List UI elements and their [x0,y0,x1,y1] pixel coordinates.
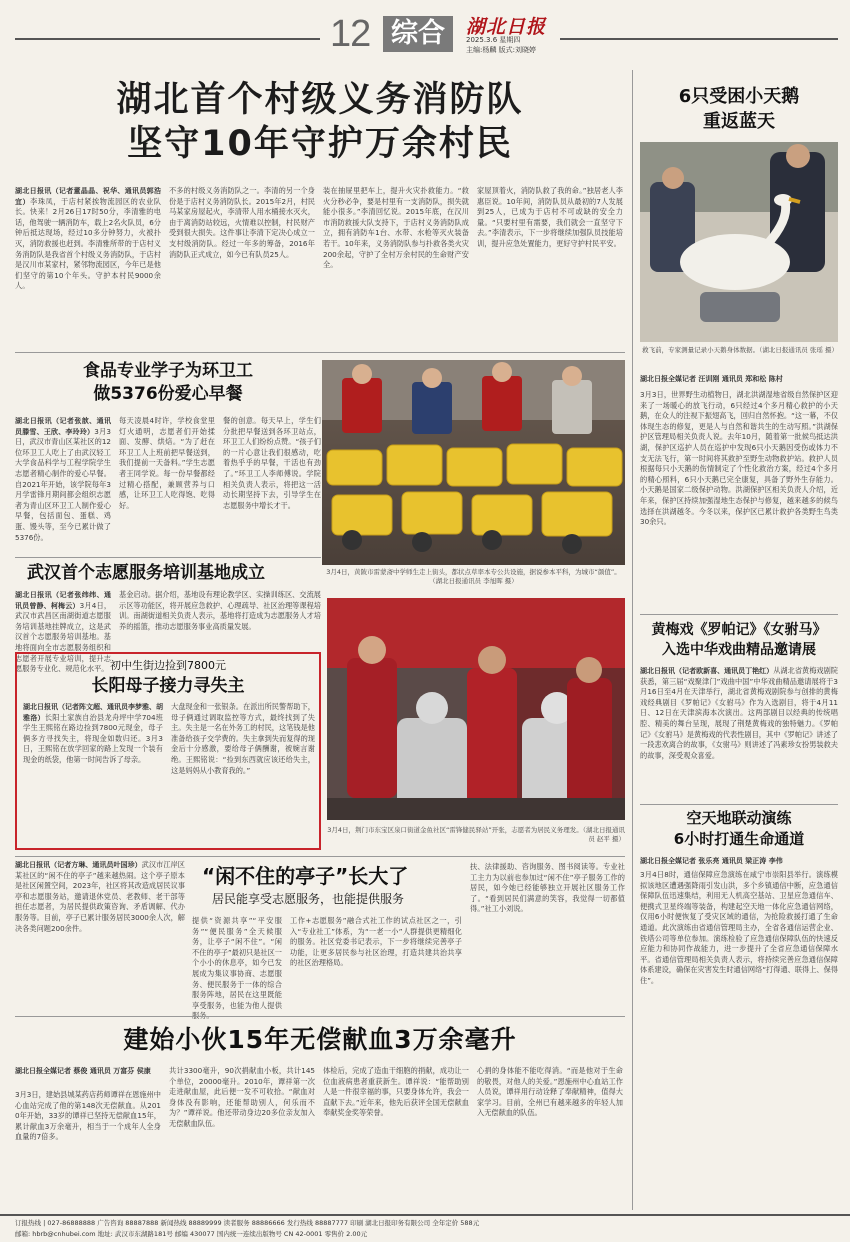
pavilion-column-2 [290,916,462,1010]
section-label: 综合 [391,18,445,49]
divider-bottom [15,856,625,857]
swan-headline-line-1: 6只受困小天鹅 [678,86,800,107]
changyang-body-2: 大盘现金和一张银条。在派出所民警帮助下，母子俩通过调取监控等方式，最终找到了失主。失主是一名在外务工的村民，这笔钱是他准备给孩子交学费的。失主拿到失而复得的现金后十分感激，要给母子俩酬谢，被婉言谢绝。王熙铭说：“捡到东西就应该还给失主，这是妈妈从小教育我的。” [171,702,315,775]
pavilion-body-2: 工作+志愿服务”融合式社工作的试点社区之一，引入“专业社工”体系，为“一老一小”人群提供更精细化的服务。社区党委书记表示，下一步将继续完善亭子功能，让更多居民参与社区治理，打造共建共治共享的社区治理格局。 [290,916,462,968]
divider-lead [15,352,625,353]
divider-donor [15,1016,625,1017]
masthead-editors: 主编:杨麟 版式:刘晓婷 [466,46,536,54]
opera-story [640,620,838,800]
swan-photo [640,142,838,342]
swan-photo-image [640,142,838,342]
divider-wuhan [15,557,321,558]
food-body-2: 每天凌晨4时许，学校食堂里灯火通明，志愿者们开始揉面、发酵、烘焙。“为了赶在环卫工人上班前把早餐送到，我们提前一天备料。”学生志愿者王同学说。每一份早餐都经过精心搭配，兼顾营养与口感，让环卫工人吃得饱、吃得好。 [119,416,215,510]
lead-column-4 [477,186,623,364]
donor-column-1 [15,1090,161,1208]
drill-headline-line-1: 空天地联动演练 [686,809,792,827]
drill-body-text: 3月4日8时，通信保障应急演练在咸宁市崇阳县举行。演练模拟该地区遭遇强降雨引发山洪，多个乡镇通信中断，应急通信保障队伍迅速集结，利用无人机高空基站、卫星应急通信车、便携式卫星终端等装备，构建起空天地一体化应急通信网络，仅用6小时便恢复了受灾区域的通信，为抢险救援打通了生命通道。此次演练由省通信管理局主办，全省各通信运营企业、铁塔公司等单位参加。演练检验了应急通信保障队伍的快速反应能力和协同作战能力，进一步提升了全省应急通信保障水平。省通信管理局相关负责人表示，将持续完善应急通信保障体系建设，确保在灾害发生时通信网络“打得通、联得上、保得住”。 [640,870,838,985]
food-body-1: 3月3日，武汉市青山区某社区的12位环卫工人吃上了由武汉轻工大学食品科学与工程学院学生志愿者精心制作的爱心早餐。自2021年开始，该学院每年3月学雷锋月期间都会组织志愿者为青山区环卫工人制作爱心早餐，包括面包、蛋糕、鸡蛋、馒头等，至今已累计做了5376份。 [15,426,111,542]
changyang-column-2 [171,702,315,842]
opera-dateline: 湖北日报讯（记者欧新喜、通讯员丁艳红） [640,667,774,675]
changyang-dateline: 湖北日报讯（记者阵文超、通讯员李梦雅、胡雅洛） [23,703,163,722]
swan-headline-line-2: 重返蓝天 [703,111,775,132]
food-photo-caption: 3月4日，黄陂市雷蒙斋中学师生走上街头，都状点草率本专公共设施，据说参本平科，为城市“颜值”。（湖北日报通讯员 李旭晖 摄） [326,568,621,585]
lead-column-3 [323,186,469,364]
lead-headline-line-2: 坚守10年守护万余村民 [127,124,513,164]
footer-line-1: 订报热线 | 027-86888888 广告咨询 88887888 新闻热线 88889999 读者服务 88886666 发行热线 88887777 印刷 湖北日报印务有限公司 全年定价 588元 [15,1219,480,1227]
lead-story [15,78,625,318]
wuhan-body-1: 3月4日，武汉市武昌区南湖街道志愿服务培训基地挂牌成立，这是武汉首个志愿服务培训基地。基地将面向全市志愿服务组织和志愿者开展专业培训，提升志愿服务专业化、规范化水平。 [15,600,112,674]
lead-dateline: 湖北日报讯（记者董晶晶、祝华、通讯员郭浩宜） [15,187,161,206]
food-column-2 [119,416,215,550]
food-column-1 [15,416,111,550]
swan-photo-caption: 救飞前，专家测量记录小天鹅身体数据。（湖北日报通讯员 张瑶 摄） [642,346,838,354]
food-column-3 [223,416,321,550]
donor-column-4 [477,1066,623,1208]
drill-body [640,870,838,1208]
pavilion-headline: “闲不住的亭子”长大了 [202,864,409,888]
wuhan-column-2 [119,590,321,648]
paper-logo: 湖北日报 [466,16,547,38]
volunteer-photo [327,598,625,820]
masthead [0,0,850,58]
donor-headline: 建始小伙15年无偿献血3万余毫升 [123,1025,517,1054]
lead-column-2 [169,186,315,364]
swan-body [640,390,838,620]
section-badge [383,16,453,52]
opera-headline-line-2: 入选中华戏曲精品邀请展 [662,642,816,658]
pavilion-column-3 [470,862,625,1010]
lead-headline-line-1: 湖北首个村级义务消防队 [116,80,524,120]
wuhan-column-1 [15,590,112,674]
food-dateline: 湖北日报讯（记者张歆、通讯员滕雪、王欣、李玲玲） [15,417,111,436]
food-photo-image [322,360,625,565]
masthead-date [466,35,520,45]
masthead-rule-left [15,38,320,40]
food-headline-line-2: 做5376份爱心早餐 [93,384,243,404]
drill-headline-line-2: 6小时打通生命通道 [673,830,805,848]
masthead-rule-right [560,38,838,40]
page-number: 12 [330,13,371,55]
footer-line-2: 邮箱: hbrb@cnhubei.com 地址: 武汉市东湖路181号 邮编 430077 国内统一连续出版物号 CN 42-0001 零售价 2.00元 [15,1230,368,1238]
swan-body-text-2: 小天鹅是国家二级保护动物。洪湖保护区相关负责人介绍，近年来，保护区持续加强湿地生态保护与修复，越来越多的候鸟选择在洪湖越冬。今冬以来，保护区已累计救护各类野生鸟类30余只。 [640,485,838,527]
opera-body-text: 从湖北省黄梅戏剧院获悉，第三届“戏聚津门”戏曲中国”中华戏曲精品邀请展将于3月16日至4月在天津举行，湖北省黄梅戏剧院参与创排的黄梅戏经典剧目《罗帕记》《女驸马》作为入选剧目，将于4月11日、12日在天津滨海本次演出。这两部剧目以经典的传统唱腔、精美的舞台呈现，展现了荆楚黄梅戏的独特魅力。《罗帕记》《女驸马》是黄梅戏的代表性剧目，其中《罗帕记》讲述了一段悲欢离合的故事，《女驸马》则讲述了冯素珍女扮男装救夫的故事，深受观众喜爱。 [640,666,838,760]
donor-byline: 湖北日报全媒记者 蔡俊 通讯员 万富芬 侯康 [15,1067,151,1075]
lead-body-4: 家屋顶着火，消防队救了我的命。”独居老人李惠臣说。10年间，消防队员从最初的7人发展到25人，已成为于店村不可或缺的安全力量。“只要村里有需要，我们就会一直坚守下去。”李清表示，下一步将继续加强队员技能培训，提升应急处置能力，更好守护村民平安。 [477,186,623,248]
changyang-story [15,652,321,850]
swan-byline: 湖北日报全媒记者 汪训刚 通讯员 郑和松 陈村 [640,375,783,383]
lead-body-2: 不多的村级义务消防队之一。李清的另一个身份是于店村义务消防队长。2015年2月，村民马某家房屋起火，李清带人用水桶接水灭火，由于离消防站较远，火情难以控制，村民财产受到很大损失。这件事让李清下定决心成立一支村级消防队。经过一年多的筹备，2016年消防队正式成立，如今已有队员25人。 [169,186,315,259]
donor-column-2 [169,1066,315,1208]
footer [0,1214,850,1242]
wuhan-body-2: 基金启动。据介绍，基地设有理论教学区、实操训练区、交流展示区等功能区，将开展应急救护、心理疏导、社区治理等课程培训。南湖街道相关负责人表示，基地将打造成为志愿服务人才培养的摇篮，推动志愿服务事业高质量发展。 [119,590,321,631]
changyang-column-1 [23,702,163,842]
opera-headline-line-1: 黄梅戏《罗帕记》《女驸马》 [651,622,827,638]
donor-body-3: 体检后，完成了造血干细胞的捐献，成功让一位血液病患者重获新生。谭祥说：“能帮助别人是一件很幸福的事，只要身体允许，我会一直献下去。”近年来，他先后获评全国无偿献血奉献奖金奖等荣誉。 [323,1066,469,1118]
food-headline-line-1: 食品专业学子为环卫工 [83,361,253,381]
swan-story [640,84,838,584]
donor-column-3 [323,1066,469,1208]
swan-body-text: 3月3日，世界野生动植物日，湖北洪湖湿地省级自然保护区迎来了一场暖心的放飞行动，6只经过4个多月精心救护的小天鹅，在众人的注视下振翅高飞，回归自然怀抱。“这一幕，不仅体现生态的修复，更是人与自然和谐共生的生动写照。”洪湖保护区管理局相关负责人说。去年10月，随着第一批候鸟抵达洪湖，保护区巡护人员在巡护中发现6只小天鹅因受伤或体力不支无法飞行，第一时间将其救护至野生动物救护站。救护人员根据每只小天鹅的伤情制定了个性化救治方案，经过4个多月的精心照料，6只小天鹅已完全康复，具备了野外生存能力。 [640,390,838,484]
changyang-headline: 长阳母子接力寻失主 [91,676,245,696]
bottom-left-body: 武汉市江岸区某社区的“闲不住的亭子”越来越热闹。这个亭子原本是社区闲置空间，2023年，社区将其改造成居民议事亭和志愿服务站，邀请退休党员、老教师、老干部等担任志愿者，为居民提供政策咨询、矛盾调解、代办服务等。目前，亭子已累计服务居民3000余人次，解决各类问题200余件。 [15,860,185,933]
donor-body-4: 心捐的身体能不能吃得消。“而是他对于生命的敬畏，对他人的关爱。”恩施州中心血站工作人员说，谭祥用行动诠释了奉献精神，值得大家学习。目前，全州已有越来越多的年轻人加入无偿献血的队伍。 [477,1066,623,1118]
volunteer-photo-image [327,598,625,820]
donor-story [15,1020,625,1210]
drill-story [640,808,838,1210]
changyang-body-1: 长阳土家族自治县龙舟坪中学704班学生王熙铭在路边捡到7800元现金，母子俩多方寻找失主，将现金如数归还。3月3日，王熙铭在放学回家的路上发现一个装有现金的纸袋，他第一时间告诉了母亲。 [23,712,163,764]
donor-body-2: 共计3300毫升，90次捐献血小板，共计145个单位，20000毫升。2010年，谭祥第一次走进献血屋，此后便一发不可收拾。“献血对身体没有影响，还能帮助别人，何乐而不为？”谭祥说。他还带动身边20多位亲友加入无偿献血队伍。 [169,1066,315,1128]
drill-byline: 湖北日报全媒记者 张乐亮 通讯员 梁正涛 李伟 [640,857,783,865]
divider-opera [640,614,838,615]
lead-column-1 [15,186,161,364]
pavilion-subhead: 居民能享受志愿服务，也能提供服务 [212,892,405,906]
changyang-kicker: 初中生街边捡到7800元 [110,659,226,672]
donor-body-1: 3月3日，建始县城某药店药师谭祥在恩施州中心血站完成了他的第148次无偿献血。从2010年开始，33岁的谭祥已坚持无偿献血15年，累计献血3万余毫升，相当于一个成年人全身血量的7倍多。 [15,1090,161,1142]
column-divider-right [632,70,633,1210]
wuhan-headline: 武汉首个志愿服务培训基地成立 [27,563,265,583]
wuhan-dateline: 湖北日报讯（记者张纬纬、通讯员曾静、柯梅云） [15,591,111,610]
lead-body-1: 李珠凤，于店村紧挨物流园区的农业队长。快来！2月26日17时50分，李清雅的电话，他驾驶一辆消防车，载上2名火队员，6分钟后抵达现场，经过10多分钟努力，火被扑灭，消防救援也赶到。李清雅所带的于店村义务消防队是我省首个村级义务消防队，于店村是汉川市某家村，紧邻物流园区，今年已是他们坚守的第10个年头。守护本村民9000余人。 [15,196,161,291]
issue-date: 2025.3.6 [466,36,498,44]
divider-drill [640,804,838,805]
pavilion-column-1 [192,916,282,1010]
food-story [15,360,321,550]
pavilion-body-3: 扶、法律援助、咨询服务、图书阅读等。专业社工主力为以前也参加过“闲不住”亭子服务工作的居民，如今她已经能够独立开展社区服务工作了。“看到居民们满意的笑容，我觉得一切都值得。”社工小刘说。 [470,862,625,914]
volunteer-photo-caption: 3月4日，荆门市东宝区泉口街道金鱼社区“雷锋健民驿站”开张，志愿者为居民义务理发。（湖北日报通讯员 赵平 摄） [327,826,625,843]
bottom-left-story [15,860,185,1010]
pavilion-body-1: 提供“资源共享”“平安服务”“便民服务”全天候服务，让亭子“闲不住”。“闲不住的亭子”最初只是社区一个小小的休息亭，如今已发展成为集议事协商、志愿服务、便民服务于一体的综合服务阵地，居民在这里既能享受服务，也能为他人提供 [192,916,282,1010]
opera-body [640,666,838,800]
issue-weekday: 星期四 [499,36,521,44]
bottom-left-dateline: 湖北日报讯（记者方琳、通讯员叶国珍） [15,861,142,869]
lead-body-3: 装在抽屉里把车上，提升火灾扑救能力。“救火分秒必争，要是村里有一支消防队，损失就能小很多。”李清回忆说。2015年底，在汉川市消防救援大队支持下，于店村义务消防队成立，拥有消防车1台、水带、水枪等灭火装备若干。10年来，义务消防队参与扑救各类火灾200余起，守护了全村万余村民的生命财产安全。 [323,186,469,270]
pavilion-story [192,862,625,1012]
food-body-3: 餐的创意。每天早上，学生们分批把早餐送到各环卫站点，环卫工人们纷纷点赞。“孩子们的一片心意让我们很感动，吃着热乎乎的早餐，干活也有劲了。”环卫工人李师傅说。学院相关负责人表示，将把这一活动长期坚持下去，引导学生在志愿服务中增长才干。 [223,416,321,510]
food-photo [322,360,625,565]
